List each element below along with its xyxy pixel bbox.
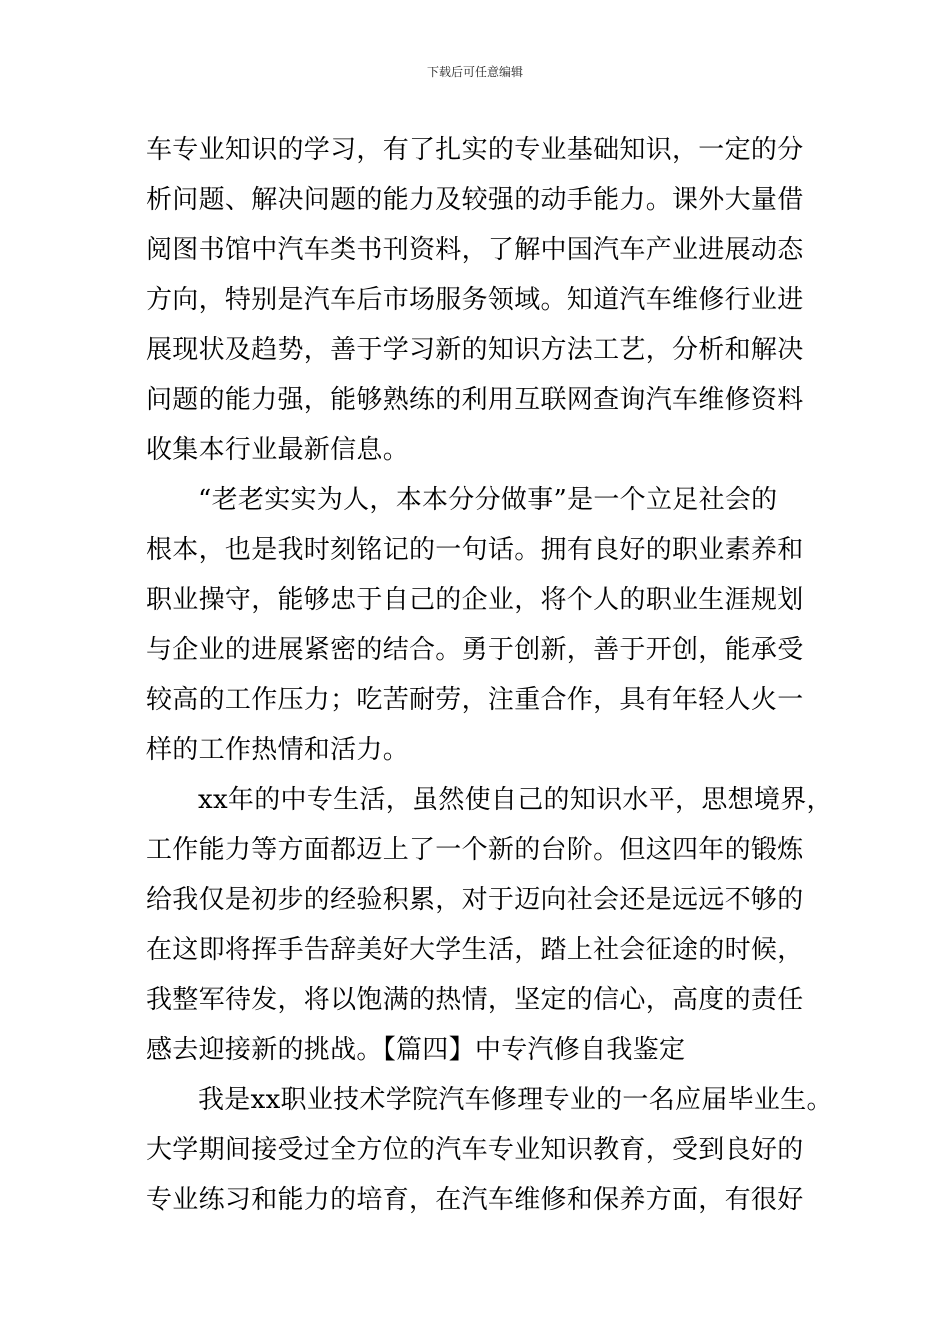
text-line: 析问题、解决问题的能力及较强的动手能力。课外大量借 [146, 185, 804, 215]
text-line: 展现状及趋势，善于学习新的知识方法工艺，分析和解决 [146, 335, 804, 365]
text-line: 问题的能力强，能够熟练的利用互联网查询汽车维修资料 [146, 385, 804, 415]
header-note: 下载后可任意编辑 [426, 65, 523, 79]
text-line: 与企业的进展紧密的结合。勇于创新，善于开创，能承受 [146, 635, 804, 665]
text-line: 样的工作热情和活力。 [146, 735, 410, 765]
text-line: 根本，也是我时刻铭记的一句话。拥有良好的职业素养和 [146, 535, 804, 565]
text-line: 工作能力等方面都迈上了一个新的台阶。但这四年的锻炼 [146, 835, 804, 865]
paragraph-start-line: xx年的中专生活，虽然使自己的知识水平，思想境界， [198, 785, 833, 815]
paragraph-start-line: 我是xx职业技术学院汽车修理专业的一名应届毕业生。 [198, 1085, 833, 1115]
text-line: 在这即将挥手告辞美好大学生活，踏上社会征途的时候， [146, 935, 804, 965]
text-line: 车专业知识的学习，有了扎实的专业基础知识，一定的分 [146, 135, 804, 165]
text-line: 大学期间接受过全方位的汽车专业知识教育，受到良好的 [146, 1135, 804, 1165]
document-body [146, 125, 833, 1225]
text-line: 方向，特别是汽车后市场服务领域。知道汽车维修行业进 [146, 285, 804, 315]
text-line: 阅图书馆中汽车类书刊资料，了解中国汽车产业进展动态 [146, 235, 804, 265]
text-line: 专业练习和能力的培育，在汽车维修和保养方面，有很好 [146, 1185, 804, 1215]
text-line: 收集本行业最新信息。 [146, 435, 410, 465]
text-line: 我整军待发，将以饱满的热情，坚定的信心，高度的责任 [146, 985, 804, 1015]
paragraph-start-line: “老老实实为人，本本分分做事”是一个立足社会的 [198, 485, 778, 515]
text-line: 较高的工作压力；吃苦耐劳，注重合作，具有年轻人火一 [146, 685, 804, 715]
text-line: 给我仅是初步的经验积累，对于迈向社会还是远远不够的 [146, 885, 804, 915]
text-line: 感去迎接新的挑战。【篇四】中专汽修自我鉴定 [146, 1035, 686, 1065]
text-line: 职业操守，能够忠于自己的企业，将个人的职业生涯规划 [146, 585, 804, 615]
